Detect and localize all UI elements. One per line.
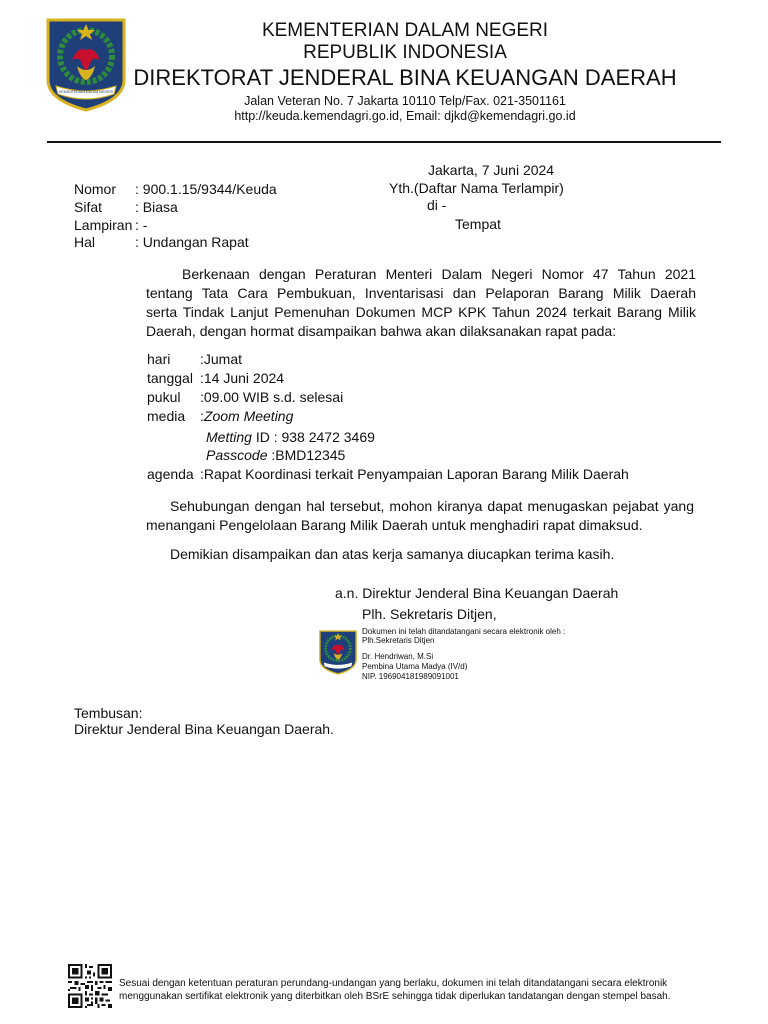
kemendagri-logo-icon bbox=[44, 16, 128, 112]
signatory-rank: Pembina Utama Madya (IV/d) bbox=[362, 662, 468, 671]
recipient-place: Tempat bbox=[455, 216, 501, 232]
detail-tanggal-label: tanggal bbox=[147, 370, 193, 386]
detail-tanggal-value: :14 Juni 2024 bbox=[200, 370, 285, 386]
header-ministry: KEMENTERIAN DALAM NEGERI bbox=[261, 20, 549, 41]
paragraph-line: Daerah, dengan hormat disampaikan bahwa akan dilaksanakan rapat pada: bbox=[146, 323, 617, 339]
esign-logo-icon bbox=[318, 628, 358, 676]
detail-agenda-label: agenda bbox=[147, 466, 194, 482]
esign-role: Plh.Sekretaris Ditjen bbox=[362, 636, 435, 645]
detail-pukul-label: pukul bbox=[147, 389, 181, 405]
paragraph-line: tentang Tata Cara Pembukuan, Inventarisasi dan Pelaporan Barang Milik Daerah bbox=[146, 285, 696, 301]
paragraph-line: menangani Pengelolaan Barang Milik Daerah untuk menghadiri rapat dimaksud. bbox=[146, 517, 643, 533]
detail-passcode: Passcode :BMD12345 bbox=[206, 447, 346, 463]
meta-hal-label: Hal bbox=[74, 234, 96, 250]
meta-sifat-label: Sifat bbox=[74, 199, 103, 215]
signatory-nip: NIP. 196904181989091001 bbox=[362, 672, 459, 681]
esign-statement: Dokumen ini telah ditandatangani secara elektronik oleh : bbox=[362, 627, 566, 636]
logo-ribbon-text: KEMENTERIAN DALAM NEGERI bbox=[58, 90, 114, 94]
signature-on-behalf: a.n. Direktur Jenderal Bina Keuangan Daerah bbox=[335, 585, 619, 601]
meta-sifat-value: : Biasa bbox=[135, 199, 178, 215]
letter-date: Jakarta, 7 Juni 2024 bbox=[428, 162, 555, 178]
detail-meeting-id: Metting ID : 938 2472 3469 bbox=[206, 429, 375, 445]
detail-hari-label: hari bbox=[147, 351, 171, 367]
body-paragraph-3: Demikian disampaikan dan atas kerja samanya diucapkan terima kasih. bbox=[170, 546, 615, 562]
meta-nomor-label: Nomor bbox=[74, 181, 117, 197]
detail-hari-value: :Jumat bbox=[200, 351, 243, 367]
signatory-name: Dr. Hendriwan, M.Si bbox=[362, 652, 434, 661]
detail-pukul-value: :09.00 WIB s.d. selesai bbox=[200, 389, 344, 405]
footer-note-line-2: menggunakan sertifikat elektronik yang diterbitkan oleh BSrE sehingga tidak diperlukan tandatangan dengan stempel basah. bbox=[119, 991, 671, 1002]
qr-code-icon bbox=[68, 964, 112, 1008]
meta-hal-value: : Undangan Rapat bbox=[135, 234, 249, 250]
detail-media-value: :Zoom Meeting bbox=[200, 408, 294, 424]
paragraph-line: Sehubungan dengan hal tersebut, mohon kiranya dapat menugaskan pejabat yang bbox=[170, 498, 694, 514]
header-web-email: http://keuda.kemendagri.go.id, Email: djkd@kemendagri.go.id bbox=[234, 109, 576, 123]
recipient-to: Yth.(Daftar Nama Terlampir) bbox=[389, 180, 564, 196]
header-directorate: DIREKTORAT JENDERAL BINA KEUANGAN DAERAH bbox=[133, 65, 677, 90]
header-address: Jalan Veteran No. 7 Jakarta 10110 Telp/Fax. 021-3501161 bbox=[244, 94, 566, 108]
tembusan-item: Direktur Jenderal Bina Keuangan Daerah. bbox=[74, 721, 334, 737]
body-paragraph-2 bbox=[146, 497, 694, 535]
footer-note-line-1: Sesuai dengan ketentuan peraturan perundang-undangan yang berlaku, dokumen ini telah ditandatangani secara elektronik bbox=[119, 978, 668, 989]
meta-lampiran-label: Lampiran bbox=[74, 217, 133, 233]
meta-lampiran-value: : - bbox=[135, 217, 148, 233]
header-republic: REPUBLIK INDONESIA bbox=[303, 42, 507, 63]
recipient-di: di - bbox=[427, 197, 447, 213]
paragraph-line: Berkenaan dengan Peraturan Menteri Dalam Negeri Nomor 47 Tahun 2021 bbox=[182, 266, 696, 282]
detail-media-label: media bbox=[147, 408, 186, 424]
detail-agenda-value: :Rapat Koordinasi terkait Penyampaian Laporan Barang Milik Daerah bbox=[200, 466, 629, 482]
body-paragraph-1 bbox=[146, 265, 696, 341]
header-divider bbox=[47, 141, 721, 143]
signature-position: Plh. Sekretaris Ditjen, bbox=[362, 606, 497, 622]
tembusan-title: Tembusan: bbox=[74, 705, 143, 721]
paragraph-line: serta Tindak Lanjut Pemenuhan Dokumen MCP KPK Tahun 2024 terkait Barang Milik bbox=[146, 304, 696, 320]
meta-nomor-value: : 900.1.15/9344/Keuda bbox=[135, 181, 277, 197]
